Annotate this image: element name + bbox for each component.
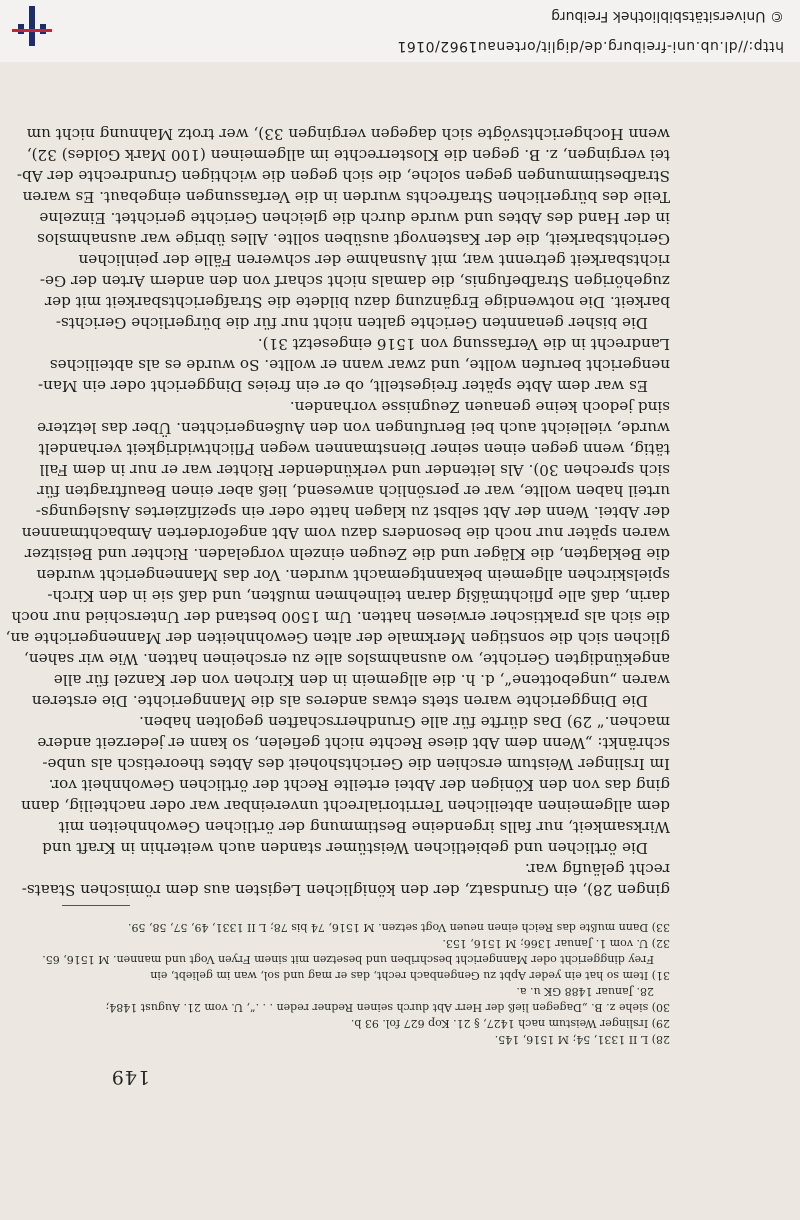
footnote-line: 28. Januar 1488 GK u. a. bbox=[516, 985, 654, 998]
source-url[interactable]: http://dl.ub.uni-freiburg.de/diglit/ortenau1962/0161 bbox=[396, 38, 784, 54]
body-line: waren später nur noch die besonders dazu vom Abt angeforderten Ambachtmannen bbox=[21, 524, 670, 542]
body-line: Gerichtsbarkeit, die der Kastenvogt ausüben sollte. Alles übrige war ausnahmslos bbox=[37, 230, 670, 248]
body-line: Die örtlichen und gebietlichen Weistümer standen auch weiterhin in Kraft und bbox=[42, 839, 648, 857]
body-line: urteil haben wollte, war er persönlich anwesend, ließ aber einen Beauftragten für bbox=[37, 482, 670, 500]
footnote-divider bbox=[62, 905, 130, 906]
body-line: Es war dem Abte später freigestellt, ob er ein freies Dinggericht oder ein Man- bbox=[38, 377, 648, 395]
body-line: richtsbarkeit getrennt war, mit Ausnahme der schweren Fälle der peinlichen bbox=[78, 251, 670, 269]
body-line: Teile des bürgerlichen Strafrechts wurden in die Verfassungen eingebaut. Es waren bbox=[22, 188, 670, 206]
body-line: die Beklagten, die Kläger und die Zeugen einzeln vorgeladen. Richter und Beisitzer bbox=[24, 545, 670, 563]
body-line: zugehörigen Strafbefugnis, die damals nicht scharf von den andern Arten der Ge- bbox=[39, 272, 670, 290]
body-line: machen.“ 29) Das dürfte für alle Grundherrschaften gegolten haben. bbox=[139, 713, 670, 731]
footnote-line: 28) L II 1331, 54; M 1516, 145. bbox=[494, 1033, 670, 1046]
body-line: Die Dinggerichte waren stets etwas anderes als die Manngerichte. Die ersteren bbox=[31, 692, 648, 710]
body-text bbox=[5, 123, 670, 900]
footnote-line: 30) siehe z. B. „Dagegen ließ der Herr Abt durch seinen Redner reden . . .“, U. vom 21. August 1484; bbox=[105, 1001, 670, 1014]
footnotes bbox=[42, 919, 670, 1047]
body-line: Wirksamkeit, nur falls irgendeine Bestimmung der örtlichen Gewohnheiten mit bbox=[58, 818, 670, 836]
footnote-line: 29) Irslinger Weistum nach 1427, § 21. Kop 627 fol. 93 b. bbox=[350, 1017, 670, 1030]
body-line: Landrecht in die Verfassung von 1516 eingesetzt 31). bbox=[257, 335, 670, 353]
body-line: wenn Hochgerichtsvögte sich dagegen vergingen 33), wer trotz Mahnung nicht um bbox=[26, 125, 670, 143]
body-line: Im Irslinger Weistum erschien die Gerichtshoheit des Abtes theoretisch als unbe- bbox=[42, 755, 670, 773]
header-bar bbox=[0, 0, 800, 62]
body-line: Die bisher genannten Gerichte galten nicht nur für die bürgerliche Gerichts- bbox=[55, 314, 648, 332]
body-line: der Abtei. Wenn der Abt selbst zu klagen hatte oder ein spezifiziertes Auslegungs- bbox=[35, 503, 670, 521]
body-line: dem allgemeinen abteilichen Territorialrecht unvereinbar war oder nachteilig, dann bbox=[21, 797, 670, 815]
body-line: tätig, wenn gegen einen seiner Dienstmannen wegen Pflichtwidrigkeit verhandelt bbox=[38, 440, 670, 458]
body-line: wurde, vielleicht auch bei Berufungen von den Außengerichten. Über das letztere bbox=[37, 419, 670, 437]
footnote-line: 33) Dann mußte das Reich einen neuen Vogt setzen. M 1516, 74 bis 78; L II 1331, 49, 57, 58, 59. bbox=[128, 921, 670, 934]
body-line: spielskirchen allgemein bekanntgemacht wurden. Vor das Mannengericht wurden bbox=[36, 566, 670, 584]
body-line: recht geläufig war. bbox=[524, 860, 670, 878]
body-line: sich sprechen 30). Als leitender und verkündender Richter war er nur in dem Fall bbox=[39, 461, 670, 479]
body-line: tei vergingen, z. B. gegen die Klosterrechte im allgemeinen (100 Mark Goldes) 32), bbox=[26, 146, 670, 164]
ub-freiburg-logo-icon bbox=[8, 6, 54, 50]
footnote-line: 32) U. vom 1. Januar 1366; M 1516, 153. bbox=[442, 937, 670, 950]
body-line: ging das von den Königen der Abtei erteilte Recht der örtlichen Gewohnheit vor. bbox=[48, 776, 670, 794]
body-line: in der Hand des Abtes und wurde durch die gleichen Gerichte gerichtet. Einzelne bbox=[39, 209, 670, 227]
body-line: darin, daß alle pflichtmäßig daran teilnehmen mußten, und daß sie in den Kirch- bbox=[47, 587, 670, 605]
body-line: Strafbestimmungen gegen solche, die sich gegen die wichtigen Grundrechte der Ab- bbox=[16, 167, 670, 185]
body-line: glichen sich die sonstigen Merkmale der alten Gewohnheiten der Mannengerichte an, bbox=[5, 629, 670, 647]
body-line: schränkt: „Wenn dem Abt diese Rechte nicht gefielen, so kann er jederzeit andere bbox=[37, 734, 670, 752]
body-line: gingen 28), ein Grundsatz, der den königlichen Legisten aus dem römischen Staats- bbox=[21, 881, 670, 899]
footnote-line: 31) Item so hat ein yeder Apbt zu Gengenbach recht, das er mag und sol, wan im geliebt, ein bbox=[150, 969, 670, 982]
body-line: waren „ungebottene“, d. h. die allgemein in den Kirchen von der Kanzel für alle bbox=[53, 671, 670, 689]
page-number: 149 bbox=[110, 1066, 150, 1088]
footnote-line: Frey dinggericht oder Manngericht beschriben und besetzen mit sinem Fryen Vogt und mannen. M 1516, 65. bbox=[42, 953, 654, 966]
body-line: angekündigten Gerichte, wo ausnahmslos alle zu erscheinen hatten. Wie wir sahen, bbox=[23, 650, 670, 668]
body-line: barkeit. Die notwendige Ergänzung dazu bildete die Strafgerichtsbarkeit mit der bbox=[44, 293, 670, 311]
copyright-notice: © Universitätsbibliothek Freiburg bbox=[551, 8, 784, 24]
body-line: nengericht berufen wollte, und zwar wann er wollte. So wurde es als abteiliches bbox=[49, 356, 670, 374]
body-line: sind jedoch keine genauen Zeugnisse vorhanden. bbox=[289, 398, 670, 416]
body-line: die sich als praktischer erwiesen hatten. Um 1500 bestand der Unterschied nur noch bbox=[11, 608, 670, 626]
